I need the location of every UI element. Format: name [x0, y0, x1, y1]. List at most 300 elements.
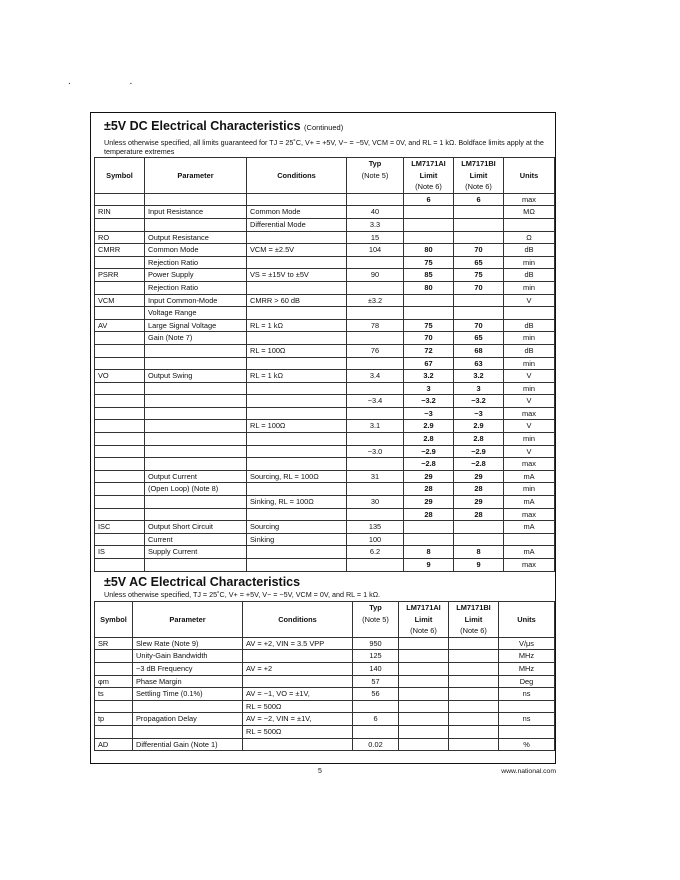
dc-cell-typ [347, 256, 404, 269]
table-row [95, 559, 555, 572]
dc-cell-bi: 2.9 [454, 420, 504, 433]
table-row [95, 395, 555, 408]
dc-cell-param [145, 344, 247, 357]
dc-cell-ai: 72 [404, 344, 454, 357]
dc-cell-typ: 78 [347, 319, 404, 332]
dc-cell-typ [347, 382, 404, 395]
dc-cell-ai: 8 [404, 546, 454, 559]
dc-cell-ai: 80 [404, 281, 454, 294]
dc-cell-param [145, 433, 247, 446]
table-row [95, 546, 555, 559]
ac-head-typ: Typ [353, 602, 399, 614]
dc-cell-bi: 65 [454, 332, 504, 345]
table-row [95, 508, 555, 521]
dc-cell-typ: −3.4 [347, 395, 404, 408]
dc-cell-param: Power Supply [145, 269, 247, 282]
ac-cell-typ: 57 [353, 675, 399, 688]
dc-cell-bi: 2.8 [454, 433, 504, 446]
dc-cell-cond [247, 407, 347, 420]
ac-cell-unit: ns [499, 713, 555, 726]
dc-cell-cond: Differential Mode [247, 218, 347, 231]
dc-cell-param: Output Current [145, 470, 247, 483]
dc-cell-typ [347, 281, 404, 294]
dc-cell-sym [95, 533, 145, 546]
dc-cell-sym: RIN [95, 206, 145, 219]
ac-subtitle: Unless otherwise specified, TJ = 25˚C, V+ = +5V, V− = −5V, VCM = 0V, and RL = 1 kΩ. [104, 590, 381, 599]
dc-cell-param [145, 395, 247, 408]
table-row [95, 496, 555, 509]
dc-cell-unit: min [504, 483, 555, 496]
dc-cell-ai: 28 [404, 483, 454, 496]
ac-cell-param [133, 725, 243, 738]
table-row [95, 688, 555, 701]
dc-cell-param [145, 508, 247, 521]
dc-cell-sym [95, 382, 145, 395]
dc-cell-unit: V [504, 370, 555, 383]
dc-cell-cond [247, 546, 347, 559]
ac-cell-bi [449, 637, 499, 650]
ac-cell-bi [449, 675, 499, 688]
dc-cell-cond: Sinking [247, 533, 347, 546]
ac-cell-unit: Deg [499, 675, 555, 688]
dc-cell-unit: V [504, 395, 555, 408]
dc-cell-bi [454, 206, 504, 219]
dc-cell-sym [95, 281, 145, 294]
ac-cell-cond: AV = −1, VO = ±1V, [243, 688, 353, 701]
ac-cell-bi [449, 725, 499, 738]
table-row [95, 738, 555, 751]
dc-cell-param: Output Short Circuit [145, 521, 247, 534]
dc-cell-sym: IS [95, 546, 145, 559]
dc-cell-sym [95, 395, 145, 408]
dc-cell-unit: V [504, 445, 555, 458]
dc-cell-cond: Sourcing, RL = 100Ω [247, 470, 347, 483]
ac-head-conditions: Conditions [243, 614, 353, 626]
dc-cell-unit: min [504, 281, 555, 294]
dc-cell-typ [347, 433, 404, 446]
dc-cell-ai: −3.2 [404, 395, 454, 408]
dc-cell-param [145, 407, 247, 420]
dc-cell-bi: 8 [454, 546, 504, 559]
dc-cell-sym: CMRR [95, 244, 145, 257]
dc-cell-unit: mA [504, 521, 555, 534]
table-row [95, 382, 555, 395]
dc-cell-cond [247, 445, 347, 458]
dc-cell-param: Input Resistance [145, 206, 247, 219]
dc-cell-cond [247, 307, 347, 320]
dc-cell-ai: 85 [404, 269, 454, 282]
ac-cell-cond [243, 738, 353, 751]
ac-cell-sym: tp [95, 713, 133, 726]
table-row [95, 231, 555, 244]
ac-title-text: ±5V AC Electrical Characteristics [104, 575, 301, 589]
ac-cell-cond: AV = −2, VIN = ±1V, [243, 713, 353, 726]
ac-head-ai-limit: Limit [399, 614, 449, 626]
dc-cell-unit: max [504, 458, 555, 471]
table-row [95, 294, 555, 307]
dc-cell-bi: −3.2 [454, 395, 504, 408]
ac-cell-sym [95, 725, 133, 738]
ac-cell-sym: SR [95, 637, 133, 650]
ac-section-title [104, 575, 300, 589]
dc-cell-ai: 2.9 [404, 420, 454, 433]
dc-cell-cond: RL = 100Ω [247, 344, 347, 357]
dc-head-bi-limit: Limit [454, 170, 504, 182]
dc-cell-unit: mA [504, 496, 555, 509]
dc-cell-typ: −3.0 [347, 445, 404, 458]
dc-head-conditions: Conditions [247, 170, 347, 182]
dc-cell-typ: 135 [347, 521, 404, 534]
dc-cell-cond [247, 458, 347, 471]
dc-cell-typ [347, 357, 404, 370]
table-row [95, 725, 555, 738]
table-row [95, 483, 555, 496]
ac-cell-sym [95, 662, 133, 675]
ac-cell-unit: % [499, 738, 555, 751]
table-row [95, 319, 555, 332]
ac-cell-sym: ts [95, 688, 133, 701]
ac-cell-typ: 950 [353, 637, 399, 650]
dc-cell-typ: 6.2 [347, 546, 404, 559]
dc-cell-typ: 90 [347, 269, 404, 282]
dc-cell-typ: 76 [347, 344, 404, 357]
dc-cell-param: Supply Current [145, 546, 247, 559]
table-row [95, 650, 555, 663]
dc-cell-ai: −2.8 [404, 458, 454, 471]
dc-cell-ai: 9 [404, 559, 454, 572]
page-number: 5 [318, 768, 322, 775]
dc-cell-bi: −3 [454, 407, 504, 420]
dc-cell-ai: 28 [404, 508, 454, 521]
dc-head-bi-note: (Note 6) [454, 181, 504, 193]
ac-cell-bi [449, 662, 499, 675]
dc-cell-cond: Common Mode [247, 206, 347, 219]
dc-head-typ: Typ [347, 158, 404, 170]
dc-cell-typ: ±3.2 [347, 294, 404, 307]
dc-cell-bi: 70 [454, 244, 504, 257]
dc-cell-ai [404, 533, 454, 546]
dc-cell-sym: ISC [95, 521, 145, 534]
table-row [95, 713, 555, 726]
dc-cell-sym [95, 470, 145, 483]
table-row [95, 407, 555, 420]
dc-cell-unit: min [504, 433, 555, 446]
dc-cell-bi [454, 521, 504, 534]
dc-head-typ-note: (Note 5) [347, 170, 404, 182]
dc-cell-ai: 3.2 [404, 370, 454, 383]
dc-cell-unit: min [504, 332, 555, 345]
dc-cell-sym: VO [95, 370, 145, 383]
table-row [95, 662, 555, 675]
ac-cell-cond: AV = +2 [243, 662, 353, 675]
dc-section-title [104, 119, 343, 133]
table-row [95, 445, 555, 458]
dc-cell-cond: Sourcing [247, 521, 347, 534]
dc-cell-unit: max [504, 559, 555, 572]
ac-head-parameter: Parameter [133, 614, 243, 626]
dc-cell-sym [95, 483, 145, 496]
table-row [95, 675, 555, 688]
dc-cell-typ [347, 332, 404, 345]
ac-cell-param: Settling Time (0.1%) [133, 688, 243, 701]
dc-cell-cond: CMRR > 60 dB [247, 294, 347, 307]
dc-cell-sym [95, 508, 145, 521]
table-row [95, 433, 555, 446]
dc-cell-ai: 70 [404, 332, 454, 345]
dc-cell-param: Input Common-Mode [145, 294, 247, 307]
dc-cell-param: Output Resistance [145, 231, 247, 244]
dc-cell-unit: dB [504, 344, 555, 357]
dc-cell-sym: VCM [95, 294, 145, 307]
dc-cell-unit: V [504, 294, 555, 307]
ac-cell-sym [95, 700, 133, 713]
ac-cell-typ [353, 700, 399, 713]
dc-cell-cond: RL = 1 kΩ [247, 370, 347, 383]
ac-cell-param: Propagation Delay [133, 713, 243, 726]
dc-title-text: ±5V DC Electrical Characteristics [104, 119, 301, 133]
ac-cell-bi [449, 688, 499, 701]
ac-cell-unit [499, 700, 555, 713]
ac-cell-unit: V/μs [499, 637, 555, 650]
dc-cell-ai: 2.8 [404, 433, 454, 446]
dc-cell-param [145, 218, 247, 231]
dc-head-ai-max: 6 [404, 193, 454, 206]
dc-cell-ai [404, 206, 454, 219]
dc-cell-sym [95, 445, 145, 458]
dc-cell-unit: mA [504, 470, 555, 483]
ac-table [94, 601, 555, 751]
dc-cell-bi: −2.8 [454, 458, 504, 471]
dc-cell-param [145, 382, 247, 395]
dc-cell-typ [347, 508, 404, 521]
table-row [95, 332, 555, 345]
dc-cell-unit: dB [504, 244, 555, 257]
table-row [95, 344, 555, 357]
table-row [95, 269, 555, 282]
ac-cell-param: Unity-Gain Bandwidth [133, 650, 243, 663]
dc-cell-ai: 3 [404, 382, 454, 395]
ac-cell-param: Differential Gain (Note 1) [133, 738, 243, 751]
dc-cell-sym [95, 256, 145, 269]
ac-cell-unit: MHz [499, 650, 555, 663]
dc-head-ai-note: (Note 6) [404, 181, 454, 193]
table-row [95, 357, 555, 370]
dc-cell-ai: 75 [404, 319, 454, 332]
table-row [95, 256, 555, 269]
dc-head-ai-limit: Limit [404, 170, 454, 182]
dc-cell-cond [247, 332, 347, 345]
ac-head-bi-limit: Limit [449, 614, 499, 626]
corner-marks: . . [68, 76, 161, 87]
dc-cell-unit: max [504, 407, 555, 420]
dc-subtitle: Unless otherwise specified, all limits guaranteed for TJ = 25˚C, V+ = +5V, V− = −5V, VCM = 0V, and RL = 1 kΩ. Boldface limits apply at the temperature extremes [104, 138, 544, 156]
ac-cell-sym: φm [95, 675, 133, 688]
dc-cell-ai: −3 [404, 407, 454, 420]
dc-cell-typ: 100 [347, 533, 404, 546]
ac-cell-typ: 56 [353, 688, 399, 701]
dc-cell-sym [95, 559, 145, 572]
dc-cell-param: Output Swing [145, 370, 247, 383]
dc-cell-ai [404, 231, 454, 244]
dc-head-units: Units [504, 170, 555, 182]
dc-head-units-max: max [504, 193, 555, 206]
dc-cell-param: Rejection Ratio [145, 256, 247, 269]
dc-cell-unit [504, 307, 555, 320]
ac-cell-ai [399, 637, 449, 650]
ac-cell-param: Slew Rate (Note 9) [133, 637, 243, 650]
dc-cell-bi: 29 [454, 470, 504, 483]
dc-cell-bi: −2.9 [454, 445, 504, 458]
dc-cell-param [145, 559, 247, 572]
dc-cell-bi: 70 [454, 281, 504, 294]
dc-cell-param: Large Signal Voltage [145, 319, 247, 332]
dc-cell-unit: dB [504, 269, 555, 282]
dc-cell-sym [95, 332, 145, 345]
dc-cell-sym [95, 344, 145, 357]
dc-cell-typ: 104 [347, 244, 404, 257]
ac-cell-param: Phase Margin [133, 675, 243, 688]
dc-cell-cond [247, 357, 347, 370]
ac-cell-param [133, 700, 243, 713]
dc-cell-typ [347, 407, 404, 420]
ac-cell-ai [399, 688, 449, 701]
table-row [95, 370, 555, 383]
dc-cell-cond: Sinking, RL = 100Ω [247, 496, 347, 509]
dc-cell-typ: 15 [347, 231, 404, 244]
table-row [95, 218, 555, 231]
dc-cell-param: (Open Loop) (Note 8) [145, 483, 247, 496]
table-row [95, 458, 555, 471]
dc-cell-sym [95, 407, 145, 420]
ac-head-bi: LM7171BI [449, 602, 499, 614]
dc-cell-bi [454, 231, 504, 244]
ac-cell-bi [449, 650, 499, 663]
dc-cell-bi: 68 [454, 344, 504, 357]
dc-cell-typ [347, 458, 404, 471]
dc-cell-bi [454, 533, 504, 546]
dc-cell-sym [95, 420, 145, 433]
dc-cell-typ [347, 559, 404, 572]
dc-table [94, 157, 555, 572]
dc-cell-ai [404, 307, 454, 320]
table-row [95, 244, 555, 257]
dc-cell-bi: 28 [454, 483, 504, 496]
dc-cell-cond [247, 281, 347, 294]
dc-cell-ai [404, 218, 454, 231]
dc-cell-typ: 3.1 [347, 420, 404, 433]
dc-cell-ai: 67 [404, 357, 454, 370]
dc-cell-sym [95, 307, 145, 320]
dc-cell-cond [247, 231, 347, 244]
dc-cell-cond [247, 395, 347, 408]
ac-cell-typ: 6 [353, 713, 399, 726]
dc-cell-ai: 29 [404, 496, 454, 509]
dc-cell-sym: RO [95, 231, 145, 244]
dc-cell-unit: mA [504, 546, 555, 559]
dc-cell-bi: 63 [454, 357, 504, 370]
dc-cell-cond: RL = 1 kΩ [247, 319, 347, 332]
dc-cell-param: Common Mode [145, 244, 247, 257]
dc-cell-ai: 80 [404, 244, 454, 257]
table-row [95, 307, 555, 320]
dc-cell-bi: 29 [454, 496, 504, 509]
dc-cell-ai [404, 521, 454, 534]
dc-cell-typ: 40 [347, 206, 404, 219]
dc-cell-unit: MΩ [504, 206, 555, 219]
dc-cell-ai: 29 [404, 470, 454, 483]
dc-cell-bi: 9 [454, 559, 504, 572]
dc-cell-typ [347, 483, 404, 496]
table-row [95, 281, 555, 294]
dc-cell-cond [247, 508, 347, 521]
dc-cell-typ: 30 [347, 496, 404, 509]
dc-cell-bi [454, 218, 504, 231]
dc-cell-unit [504, 533, 555, 546]
ac-cell-ai [399, 713, 449, 726]
dc-cell-sym: PSRR [95, 269, 145, 282]
ac-cell-bi [449, 738, 499, 751]
dc-cell-unit [504, 218, 555, 231]
dc-cell-param: Rejection Ratio [145, 281, 247, 294]
dc-cell-param [145, 357, 247, 370]
dc-cell-sym [95, 458, 145, 471]
dc-cell-cond: VS = ±15V to ±5V [247, 269, 347, 282]
ac-cell-param: −3 dB Frequency [133, 662, 243, 675]
dc-cell-typ [347, 307, 404, 320]
dc-head-bi-max: 6 [454, 193, 504, 206]
dc-cell-cond: RL = 100Ω [247, 420, 347, 433]
dc-cell-param [145, 445, 247, 458]
ac-head-typ-note: (Note 5) [353, 614, 399, 626]
ac-head-ai: LM7171AI [399, 602, 449, 614]
ac-cell-ai [399, 650, 449, 663]
ac-cell-typ: 0.02 [353, 738, 399, 751]
table-row [95, 206, 555, 219]
dc-cell-ai [404, 294, 454, 307]
dc-cell-bi: 70 [454, 319, 504, 332]
dc-cell-param [145, 458, 247, 471]
ac-cell-typ: 140 [353, 662, 399, 675]
ac-cell-bi [449, 713, 499, 726]
table-row [95, 533, 555, 546]
dc-head-parameter: Parameter [145, 170, 247, 182]
dc-cell-sym [95, 357, 145, 370]
dc-cell-param [145, 420, 247, 433]
ac-cell-ai [399, 725, 449, 738]
ac-cell-bi [449, 700, 499, 713]
dc-head-symbol: Symbol [95, 170, 145, 182]
dc-cell-sym [95, 433, 145, 446]
ac-cell-cond [243, 650, 353, 663]
dc-head-ai: LM7171AI [404, 158, 454, 170]
ac-cell-unit: ns [499, 688, 555, 701]
dc-cell-ai: 75 [404, 256, 454, 269]
dc-cell-sym [95, 218, 145, 231]
dc-cell-typ: 31 [347, 470, 404, 483]
ac-cell-unit [499, 725, 555, 738]
ac-head-ai-note: (Note 6) [399, 625, 449, 637]
dc-cell-cond [247, 382, 347, 395]
ac-head-bi-note: (Note 6) [449, 625, 499, 637]
ac-head-symbol: Symbol [95, 614, 133, 626]
dc-cell-unit: Ω [504, 231, 555, 244]
table-row [95, 420, 555, 433]
dc-cell-bi: 65 [454, 256, 504, 269]
dc-cell-cond [247, 256, 347, 269]
dc-continued: (Continued) [304, 123, 344, 132]
dc-cell-ai: −2.9 [404, 445, 454, 458]
dc-cell-bi: 28 [454, 508, 504, 521]
